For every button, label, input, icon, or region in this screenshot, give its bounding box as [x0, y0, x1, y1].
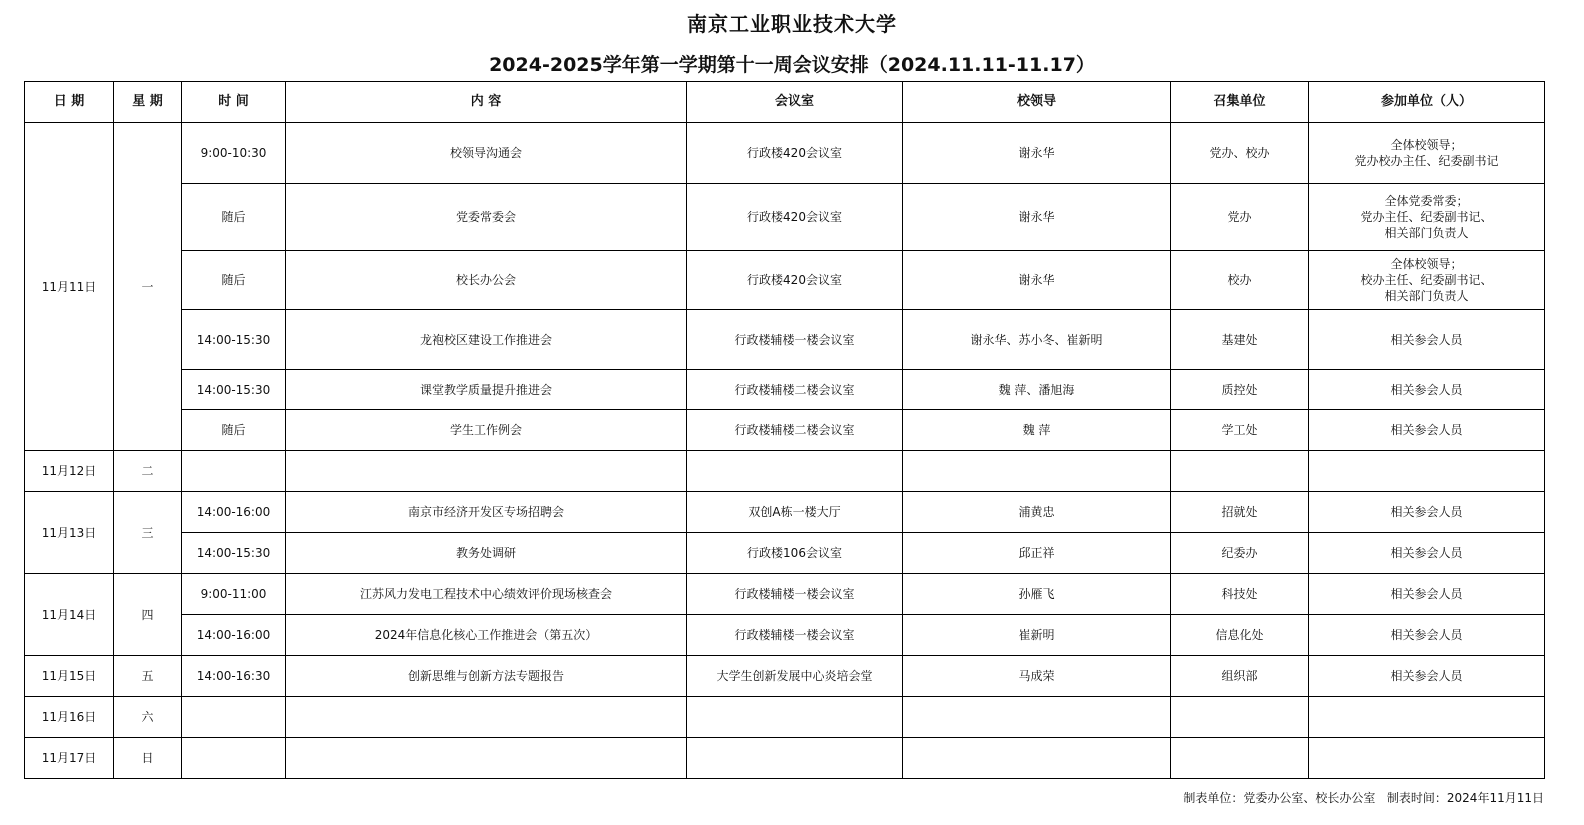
cell-time: 14:00-15:30 [182, 310, 286, 370]
cell-date: 11月15日 [25, 656, 114, 697]
cell-leader: 谢永华、苏小冬、崔新明 [903, 310, 1171, 370]
cell-content: 教务处调研 [286, 533, 687, 574]
page-subtitle: 2024-2025学年第一学期第十一周会议安排（2024.11.11-11.17） [489, 54, 1095, 76]
cell-time: 9:00-10:30 [182, 123, 286, 184]
table-row [25, 123, 1545, 184]
cell-leader: 魏 萍 [903, 410, 1171, 451]
cell-convener: 信息化处 [1171, 615, 1309, 656]
cell-convener: 党办 [1171, 184, 1309, 251]
table-row [25, 310, 1545, 370]
footer-maker-label: 制表单位： [1183, 791, 1244, 805]
header-participants: 参加单位（人） [1309, 82, 1545, 123]
table-row [25, 410, 1545, 451]
cell-room: 行政楼420会议室 [687, 123, 903, 184]
cell-content [286, 738, 687, 779]
cell-date: 11月11日 [25, 123, 114, 451]
cell-date: 11月13日 [25, 492, 114, 574]
cell-convener: 党办、校办 [1171, 123, 1309, 184]
meeting-schedule-table [24, 81, 1545, 779]
header-convener: 召集单位 [1171, 82, 1309, 123]
cell-time: 14:00-15:30 [182, 533, 286, 574]
cell-time: 14:00-16:00 [182, 615, 286, 656]
cell-participants: 全体党委常委； 党办主任、纪委副书记、 相关部门负责人 [1309, 184, 1545, 251]
cell-convener [1171, 738, 1309, 779]
cell-weekday: 日 [114, 738, 182, 779]
cell-convener [1171, 451, 1309, 492]
cell-time: 随后 [182, 184, 286, 251]
cell-time [182, 451, 286, 492]
cell-room: 大学生创新发展中心炎培会堂 [687, 656, 903, 697]
cell-participants: 相关参会人员 [1309, 615, 1545, 656]
table-row [25, 184, 1545, 251]
cell-convener [1171, 697, 1309, 738]
cell-room: 双创A栋一楼大厅 [687, 492, 903, 533]
cell-leader: 孙雁飞 [903, 574, 1171, 615]
page-title: 南京工业职业技术大学 [687, 12, 897, 36]
cell-weekday: 一 [114, 123, 182, 451]
cell-time: 14:00-15:30 [182, 370, 286, 410]
cell-leader [903, 697, 1171, 738]
cell-leader: 浦黄忠 [903, 492, 1171, 533]
cell-leader: 谢永华 [903, 184, 1171, 251]
header-leader: 校领导 [903, 82, 1171, 123]
cell-content: 江苏风力发电工程技术中心绩效评价现场核查会 [286, 574, 687, 615]
table-row [25, 656, 1545, 697]
cell-leader: 崔新明 [903, 615, 1171, 656]
header-content: 内 容 [286, 82, 687, 123]
cell-participants: 相关参会人员 [1309, 533, 1545, 574]
cell-time: 9:00-11:00 [182, 574, 286, 615]
cell-convener: 基建处 [1171, 310, 1309, 370]
cell-participants: 相关参会人员 [1309, 492, 1545, 533]
cell-content: 学生工作例会 [286, 410, 687, 451]
cell-weekday: 六 [114, 697, 182, 738]
cell-date: 11月16日 [25, 697, 114, 738]
table-header-row [25, 82, 1545, 123]
cell-content: 校领导沟通会 [286, 123, 687, 184]
cell-weekday: 二 [114, 451, 182, 492]
cell-convener: 科技处 [1171, 574, 1309, 615]
cell-content: 2024年信息化核心工作推进会（第五次） [286, 615, 687, 656]
cell-leader: 谢永华 [903, 251, 1171, 310]
cell-participants: 全体校领导； 党办校办主任、纪委副书记 [1309, 123, 1545, 184]
table-row [25, 738, 1545, 779]
cell-date: 11月14日 [25, 574, 114, 656]
cell-leader: 谢永华 [903, 123, 1171, 184]
cell-time: 14:00-16:30 [182, 656, 286, 697]
cell-room: 行政楼辅楼一楼会议室 [687, 574, 903, 615]
cell-weekday: 三 [114, 492, 182, 574]
cell-time: 随后 [182, 251, 286, 310]
header-weekday: 星 期 [114, 82, 182, 123]
footer-time-label: 制表时间： [1386, 791, 1447, 805]
header-date: 日 期 [25, 82, 114, 123]
cell-room: 行政楼辅楼一楼会议室 [687, 615, 903, 656]
cell-content: 创新思维与创新方法专题报告 [286, 656, 687, 697]
cell-content: 南京市经济开发区专场招聘会 [286, 492, 687, 533]
cell-room: 行政楼辅楼一楼会议室 [687, 310, 903, 370]
table-row [25, 251, 1545, 310]
cell-leader: 魏 萍、潘旭海 [903, 370, 1171, 410]
cell-leader: 邱正祥 [903, 533, 1171, 574]
cell-participants [1309, 451, 1545, 492]
cell-leader: 马成荣 [903, 656, 1171, 697]
cell-date: 11月12日 [25, 451, 114, 492]
table-row [25, 533, 1545, 574]
header-time: 时 间 [182, 82, 286, 123]
cell-participants: 相关参会人员 [1309, 656, 1545, 697]
cell-room [687, 738, 903, 779]
cell-participants: 相关参会人员 [1309, 574, 1545, 615]
cell-room: 行政楼420会议室 [687, 251, 903, 310]
cell-convener: 学工处 [1171, 410, 1309, 451]
cell-content: 党委常委会 [286, 184, 687, 251]
cell-convener: 纪委办 [1171, 533, 1309, 574]
cell-convener: 组织部 [1171, 656, 1309, 697]
cell-time: 随后 [182, 410, 286, 451]
table-row [25, 492, 1545, 533]
table-footer [1183, 789, 1544, 806]
table-row [25, 451, 1545, 492]
cell-date: 11月17日 [25, 738, 114, 779]
cell-room: 行政楼420会议室 [687, 184, 903, 251]
cell-leader [903, 451, 1171, 492]
cell-room: 行政楼106会议室 [687, 533, 903, 574]
cell-participants [1309, 697, 1545, 738]
cell-content: 龙袍校区建设工作推进会 [286, 310, 687, 370]
cell-time [182, 697, 286, 738]
cell-participants: 相关参会人员 [1309, 310, 1545, 370]
cell-content [286, 451, 687, 492]
cell-room [687, 697, 903, 738]
cell-time: 14:00-16:00 [182, 492, 286, 533]
cell-participants: 全体校领导； 校办主任、纪委副书记、 相关部门负责人 [1309, 251, 1545, 310]
cell-participants: 相关参会人员 [1309, 410, 1545, 451]
table-row [25, 370, 1545, 410]
cell-convener: 招就处 [1171, 492, 1309, 533]
cell-time [182, 738, 286, 779]
cell-room: 行政楼辅楼二楼会议室 [687, 410, 903, 451]
cell-content: 课堂教学质量提升推进会 [286, 370, 687, 410]
cell-content: 校长办公会 [286, 251, 687, 310]
cell-content [286, 697, 687, 738]
table-row [25, 615, 1545, 656]
cell-convener: 质控处 [1171, 370, 1309, 410]
footer-time: 2024年11月11日 [1446, 791, 1544, 805]
cell-weekday: 四 [114, 574, 182, 656]
cell-participants: 相关参会人员 [1309, 370, 1545, 410]
cell-leader [903, 738, 1171, 779]
cell-room [687, 451, 903, 492]
cell-participants [1309, 738, 1545, 779]
cell-convener: 校办 [1171, 251, 1309, 310]
cell-room: 行政楼辅楼二楼会议室 [687, 370, 903, 410]
table-row [25, 574, 1545, 615]
cell-weekday: 五 [114, 656, 182, 697]
header-room: 会议室 [687, 82, 903, 123]
footer-maker: 党委办公室、校长办公室 [1243, 791, 1376, 805]
table-row [25, 697, 1545, 738]
schedule-body [25, 123, 1545, 779]
